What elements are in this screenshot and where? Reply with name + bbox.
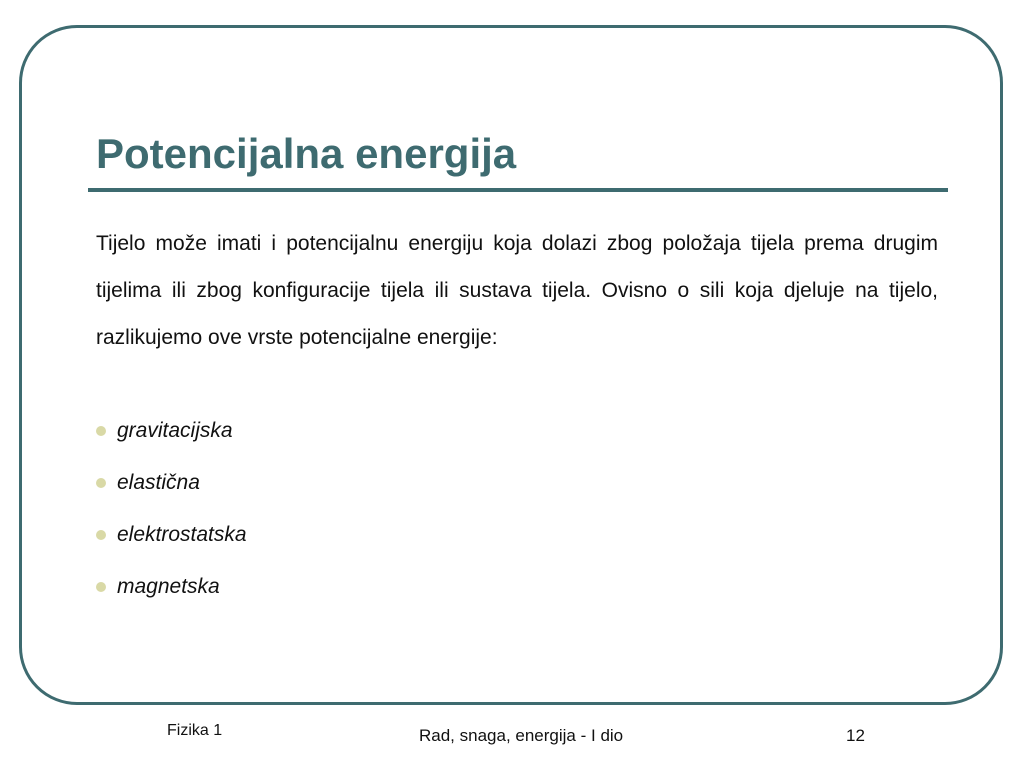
bullet-list xyxy=(96,405,247,613)
list-item xyxy=(96,509,247,561)
list-item-label: elastična xyxy=(117,471,200,494)
list-item xyxy=(96,457,247,509)
bullet-dot-icon xyxy=(96,530,106,540)
bullet-dot-icon xyxy=(96,582,106,592)
list-item xyxy=(96,405,247,457)
list-item xyxy=(96,561,247,613)
bullet-dot-icon xyxy=(96,478,106,488)
list-item-label: gravitacijska xyxy=(117,419,233,442)
footer-course: Fizika 1 xyxy=(167,722,223,739)
page-number: 12 xyxy=(846,726,865,745)
list-item-label: magnetska xyxy=(117,575,220,598)
title-divider xyxy=(88,188,948,192)
slide-title: Potencijalna energija xyxy=(96,130,517,177)
footer-topic: Rad, snaga, energija - I dio xyxy=(419,726,624,745)
body-paragraph: Tijelo može imati i potencijalnu energiju koja dolazi zbog položaja tijela prema drugim tijelima ili zbog konfiguracije tijela ili sustava tijela. Ovisno o sili koja djeluje na tijelo, razlikujemo ove vrste potencijalne energije: xyxy=(96,232,938,349)
list-item-label: elektrostatska xyxy=(117,523,247,546)
bullet-dot-icon xyxy=(96,426,106,436)
